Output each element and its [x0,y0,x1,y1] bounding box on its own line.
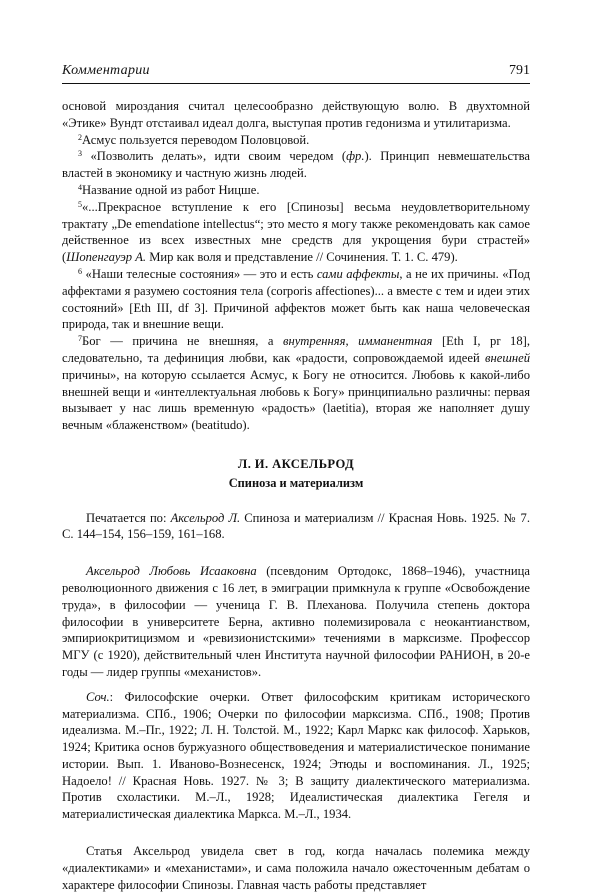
author-bio: Аксельрод Любовь Исааковна (псевдоним Ортодокс, 1868–1946), участница революционного движения с 16 лет, в эмиграции примкнула к группе «Освобождение труда», в философии — ученица Г. В. Плеханова. Получила степень доктора философии в университете Берна, активно полемизировала с неокантианством, эмпириокритицизмом и «ревизионистскими» течениями в марксизме. Профессор МГУ (с 1920), действительный член Института научной философии РАНИОН, в 20-е годы — лидер группы «механистов». [62,564,530,679]
page-content [62,98,530,893]
note-6-number: 6 [78,266,82,276]
note-3: $^3$ «Позволить делать», идти своим чередом (фр.). Принцип невмешательства властей в экономику и частную жизнь людей. [62,149,530,181]
note-6: $^6$ «Наши телесные состояния» — это и есть сами аффекты, а не их причины. «Под аффектами я разумею состояния тела (corporis affectiones)... а вместе с тем и идеи этих состояний» [Eth III, df 3]. Причиной аффектов может быть как наша человеческая природа, так и внешние вещи. [62,266,530,332]
running-header [62,62,530,84]
article-heading [62,456,530,492]
article-author: Л. И. АКСЕЛЬРОД [237,456,355,471]
note-7: $^7$Бог — причина не внешняя, а внутренняя, имманентная [Eth I, pr 18], следовательно, та дефиниция любви, как «радости, сопровождаемой идеей внешней причины», на которую ссылается Асмус, к Богу не относится. Любовь к какой-либо внешней вещи и «интеллектуальная любовь к Богу» принципиально различны: первая вызывает у нас лишь временную «радость» (laetitia), вторая же наполняет душу вечным «блаженством» (beatitudo). [62,334,530,433]
article-title: Спиноза и материализм [228,475,364,490]
note-4: $^4$Название одной из работ Ницше. [78,182,260,197]
note-2-number: 2 [78,132,82,142]
source-note: Печатается по: Аксельрод Л. Спиноза и материализм // Красная Новь. 1925. № 7. С. 144–154, 156–159, 161–168. [62,510,530,542]
note-3-number: 3 [78,149,82,159]
note-5: $^5$«...Прекрасное вступление к его [Спинозы] весьма неудовлетворительному трактату „De emendatione intellectus“; это место я могу также рекомендовать как самое действенное из всех известных мне средств для укрощения бури страстей» (Шопенгауэр А. Мир как воля и представление // Сочинения. Т. 1. С. 479). [62,199,530,265]
note-7-number: 7 [78,334,82,344]
section-title: Комментарии [62,63,150,78]
page-number: 791 [509,63,530,78]
author-works: Соч.: Философские очерки. Ответ философским критикам исторического материализма. СПб., 1906; Очерки по философии марксизма. СПб., 1908; Против идеализма. М.–Пг., 1922; Л. Н. Толстой. М., 1922; Карл Маркс как философ. Харьков, 1924; Критика основ буржуазного обществоведения и материалистическое понимание истории. Вып. 1. Иваново-Вознесенск, 1924; Этюды и воспоминания. Л., 1925; Надоело! // Красная Новь. 1927. № 3; В защиту диалектического материализма. Против схоластики. М.–Л., 1928; Идеалистическая диалектика Гегеля и материалистическая диалектика Маркса. М.–Л., 1934. [62,689,530,822]
note-1-continuation: основой мироздания считал целесообразно действующую волю. В двухтомной «Этике» Вундт отстаивал идеал долга, выступая против гедонизма и утилитаризма. [62,99,530,130]
note-4-number: 4 [78,182,82,192]
article-commentary: Статья Аксельрод увидела свет в год, когда началась полемика между «диалектиками» и «механистами», и сама положила начало ожесточенным дебатам о характере философии Спинозы. Главная часть работы представляет [62,844,530,892]
note-2: $^2$Асмус пользуется переводом Половцовой. [78,132,310,147]
note-5-number: 5 [78,199,82,209]
